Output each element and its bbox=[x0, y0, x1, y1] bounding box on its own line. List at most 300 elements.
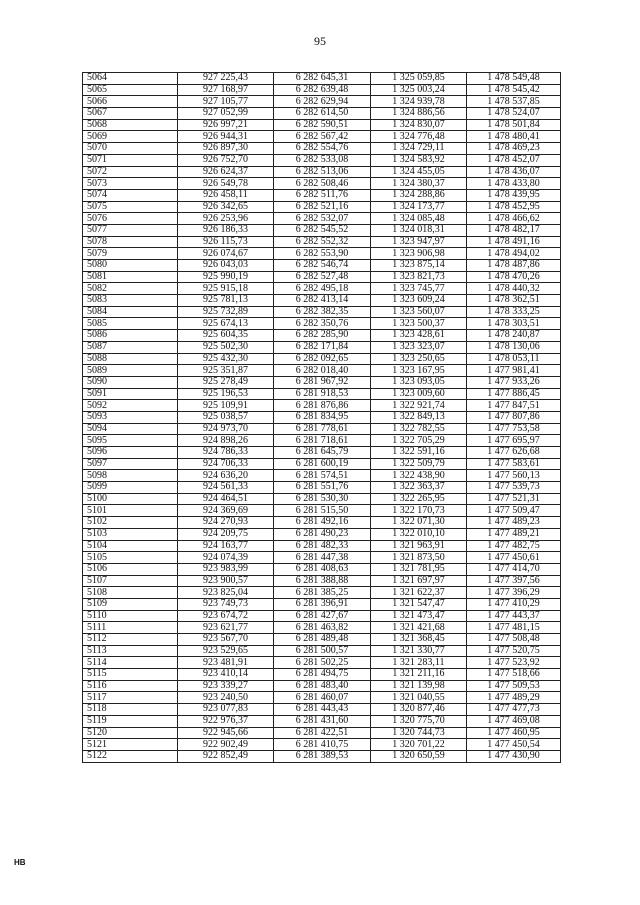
x2-coordinate-cell: 1 323 745,77 bbox=[371, 283, 467, 295]
point-number-cell: 5103 bbox=[83, 528, 178, 540]
point-number-cell: 5106 bbox=[83, 563, 178, 575]
x2-coordinate-cell: 1 323 609,24 bbox=[371, 295, 467, 307]
y2-coordinate-cell: 1 477 414,70 bbox=[467, 563, 561, 575]
table-row bbox=[83, 750, 561, 762]
x2-coordinate-cell: 1 324 729,11 bbox=[371, 143, 467, 155]
y2-coordinate-cell: 1 477 847,51 bbox=[467, 400, 561, 412]
point-number-cell: 5078 bbox=[83, 236, 178, 248]
table-row bbox=[83, 189, 561, 201]
x2-coordinate-cell: 1 324 018,31 bbox=[371, 224, 467, 236]
table-row bbox=[83, 435, 561, 447]
table-row bbox=[83, 248, 561, 260]
x2-coordinate-cell: 1 322 010,10 bbox=[371, 528, 467, 540]
x-coordinate-cell: 924 636,20 bbox=[178, 470, 274, 482]
point-number-cell: 5101 bbox=[83, 505, 178, 517]
point-number-cell: 5100 bbox=[83, 493, 178, 505]
table-row bbox=[83, 552, 561, 564]
y2-coordinate-cell: 1 478 549,48 bbox=[467, 73, 561, 85]
y-coordinate-cell: 6 282 639,48 bbox=[274, 84, 371, 96]
y-coordinate-cell: 6 281 408,63 bbox=[274, 563, 371, 575]
x2-coordinate-cell: 1 322 071,30 bbox=[371, 517, 467, 529]
table-row bbox=[83, 575, 561, 587]
y2-coordinate-cell: 1 477 807,86 bbox=[467, 411, 561, 423]
y-coordinate-cell: 6 281 834,95 bbox=[274, 411, 371, 423]
x2-coordinate-cell: 1 323 947,97 bbox=[371, 236, 467, 248]
y2-coordinate-cell: 1 478 436,07 bbox=[467, 166, 561, 178]
x2-coordinate-cell: 1 324 939,78 bbox=[371, 96, 467, 108]
point-number-cell: 5115 bbox=[83, 669, 178, 681]
x-coordinate-cell: 924 973,70 bbox=[178, 423, 274, 435]
x-coordinate-cell: 923 339,27 bbox=[178, 680, 274, 692]
y-coordinate-cell: 6 281 490,23 bbox=[274, 528, 371, 540]
table-row bbox=[83, 517, 561, 529]
y-coordinate-cell: 6 281 396,91 bbox=[274, 598, 371, 610]
point-number-cell: 5109 bbox=[83, 598, 178, 610]
y-coordinate-cell: 6 281 431,60 bbox=[274, 715, 371, 727]
table-row bbox=[83, 645, 561, 657]
coordinates-table bbox=[82, 72, 561, 763]
point-number-cell: 5097 bbox=[83, 458, 178, 470]
table-row bbox=[83, 96, 561, 108]
x2-coordinate-cell: 1 321 368,45 bbox=[371, 634, 467, 646]
y2-coordinate-cell: 1 477 583,61 bbox=[467, 458, 561, 470]
x-coordinate-cell: 924 898,26 bbox=[178, 435, 274, 447]
x2-coordinate-cell: 1 323 821,73 bbox=[371, 271, 467, 283]
y2-coordinate-cell: 1 477 509,47 bbox=[467, 505, 561, 517]
point-number-cell: 5082 bbox=[83, 283, 178, 295]
y-coordinate-cell: 6 282 285,90 bbox=[274, 330, 371, 342]
y-coordinate-cell: 6 281 551,76 bbox=[274, 482, 371, 494]
y-coordinate-cell: 6 281 574,51 bbox=[274, 470, 371, 482]
table-row bbox=[83, 505, 561, 517]
y2-coordinate-cell: 1 477 518,66 bbox=[467, 669, 561, 681]
table-row bbox=[83, 84, 561, 96]
x-coordinate-cell: 922 976,37 bbox=[178, 715, 274, 727]
point-number-cell: 5069 bbox=[83, 131, 178, 143]
y2-coordinate-cell: 1 478 439,95 bbox=[467, 189, 561, 201]
y-coordinate-cell: 6 281 410,75 bbox=[274, 739, 371, 751]
y-coordinate-cell: 6 282 511,76 bbox=[274, 189, 371, 201]
x2-coordinate-cell: 1 324 173,77 bbox=[371, 201, 467, 213]
x2-coordinate-cell: 1 325 059,85 bbox=[371, 73, 467, 85]
y2-coordinate-cell: 1 477 508,48 bbox=[467, 634, 561, 646]
point-number-cell: 5077 bbox=[83, 224, 178, 236]
x2-coordinate-cell: 1 325 003,24 bbox=[371, 84, 467, 96]
point-number-cell: 5088 bbox=[83, 353, 178, 365]
table-row bbox=[83, 119, 561, 131]
y2-coordinate-cell: 1 477 539,73 bbox=[467, 482, 561, 494]
x-coordinate-cell: 926 115,73 bbox=[178, 236, 274, 248]
x2-coordinate-cell: 1 324 455,05 bbox=[371, 166, 467, 178]
table-body bbox=[83, 73, 561, 763]
x-coordinate-cell: 923 983,99 bbox=[178, 563, 274, 575]
x-coordinate-cell: 924 163,77 bbox=[178, 540, 274, 552]
y2-coordinate-cell: 1 477 460,95 bbox=[467, 727, 561, 739]
point-number-cell: 5074 bbox=[83, 189, 178, 201]
y2-coordinate-cell: 1 477 450,61 bbox=[467, 552, 561, 564]
x-coordinate-cell: 922 902,49 bbox=[178, 739, 274, 751]
table-row bbox=[83, 283, 561, 295]
x-coordinate-cell: 925 732,89 bbox=[178, 306, 274, 318]
point-number-cell: 5114 bbox=[83, 657, 178, 669]
table-row bbox=[83, 108, 561, 120]
y2-coordinate-cell: 1 478 362,51 bbox=[467, 295, 561, 307]
point-number-cell: 5093 bbox=[83, 411, 178, 423]
x-coordinate-cell: 923 481,91 bbox=[178, 657, 274, 669]
table-row bbox=[83, 587, 561, 599]
y2-coordinate-cell: 1 478 545,42 bbox=[467, 84, 561, 96]
point-number-cell: 5121 bbox=[83, 739, 178, 751]
y2-coordinate-cell: 1 477 410,29 bbox=[467, 598, 561, 610]
y-coordinate-cell: 6 282 495,18 bbox=[274, 283, 371, 295]
point-number-cell: 5071 bbox=[83, 154, 178, 166]
point-number-cell: 5081 bbox=[83, 271, 178, 283]
y2-coordinate-cell: 1 477 886,45 bbox=[467, 388, 561, 400]
point-number-cell: 5083 bbox=[83, 295, 178, 307]
y2-coordinate-cell: 1 477 626,68 bbox=[467, 447, 561, 459]
y-coordinate-cell: 6 282 171,84 bbox=[274, 341, 371, 353]
x2-coordinate-cell: 1 322 438,90 bbox=[371, 470, 467, 482]
point-number-cell: 5090 bbox=[83, 376, 178, 388]
point-number-cell: 5105 bbox=[83, 552, 178, 564]
x2-coordinate-cell: 1 321 421,68 bbox=[371, 622, 467, 634]
table-row bbox=[83, 306, 561, 318]
point-number-cell: 5096 bbox=[83, 447, 178, 459]
y2-coordinate-cell: 1 478 469,23 bbox=[467, 143, 561, 155]
y2-coordinate-cell: 1 478 053,11 bbox=[467, 353, 561, 365]
point-number-cell: 5084 bbox=[83, 306, 178, 318]
x2-coordinate-cell: 1 324 583,92 bbox=[371, 154, 467, 166]
point-number-cell: 5120 bbox=[83, 727, 178, 739]
y-coordinate-cell: 6 281 389,53 bbox=[274, 750, 371, 762]
x2-coordinate-cell: 1 321 040,55 bbox=[371, 692, 467, 704]
y2-coordinate-cell: 1 477 469,08 bbox=[467, 715, 561, 727]
y2-coordinate-cell: 1 478 452,07 bbox=[467, 154, 561, 166]
y2-coordinate-cell: 1 477 489,21 bbox=[467, 528, 561, 540]
x-coordinate-cell: 923 567,70 bbox=[178, 634, 274, 646]
table-row bbox=[83, 73, 561, 85]
table-row bbox=[83, 634, 561, 646]
y-coordinate-cell: 6 281 443,43 bbox=[274, 704, 371, 716]
table-row bbox=[83, 330, 561, 342]
y-coordinate-cell: 6 281 460,07 bbox=[274, 692, 371, 704]
y-coordinate-cell: 6 282 645,31 bbox=[274, 73, 371, 85]
x-coordinate-cell: 922 852,49 bbox=[178, 750, 274, 762]
table-row bbox=[83, 341, 561, 353]
x2-coordinate-cell: 1 320 650,59 bbox=[371, 750, 467, 762]
x2-coordinate-cell: 1 320 701,22 bbox=[371, 739, 467, 751]
table-row bbox=[83, 540, 561, 552]
y-coordinate-cell: 6 282 614,50 bbox=[274, 108, 371, 120]
point-number-cell: 5065 bbox=[83, 84, 178, 96]
y2-coordinate-cell: 1 477 520,75 bbox=[467, 645, 561, 657]
y2-coordinate-cell: 1 477 489,29 bbox=[467, 692, 561, 704]
point-number-cell: 5112 bbox=[83, 634, 178, 646]
y-coordinate-cell: 6 282 350,76 bbox=[274, 318, 371, 330]
y2-coordinate-cell: 1 477 523,92 bbox=[467, 657, 561, 669]
x2-coordinate-cell: 1 321 547,47 bbox=[371, 598, 467, 610]
x-coordinate-cell: 925 674,13 bbox=[178, 318, 274, 330]
table-row bbox=[83, 376, 561, 388]
y-coordinate-cell: 6 281 718,61 bbox=[274, 435, 371, 447]
x2-coordinate-cell: 1 322 509,79 bbox=[371, 458, 467, 470]
y2-coordinate-cell: 1 478 240,87 bbox=[467, 330, 561, 342]
x-coordinate-cell: 925 990,19 bbox=[178, 271, 274, 283]
y2-coordinate-cell: 1 478 452,95 bbox=[467, 201, 561, 213]
table-row bbox=[83, 458, 561, 470]
x-coordinate-cell: 925 351,87 bbox=[178, 365, 274, 377]
y-coordinate-cell: 6 282 508,46 bbox=[274, 178, 371, 190]
x2-coordinate-cell: 1 323 428,61 bbox=[371, 330, 467, 342]
table-row bbox=[83, 622, 561, 634]
y2-coordinate-cell: 1 477 560,13 bbox=[467, 470, 561, 482]
point-number-cell: 5085 bbox=[83, 318, 178, 330]
y-coordinate-cell: 6 282 382,35 bbox=[274, 306, 371, 318]
y-coordinate-cell: 6 282 018,40 bbox=[274, 365, 371, 377]
table-row bbox=[83, 598, 561, 610]
table-row bbox=[83, 201, 561, 213]
y-coordinate-cell: 6 281 427,67 bbox=[274, 610, 371, 622]
x2-coordinate-cell: 1 324 085,48 bbox=[371, 213, 467, 225]
x-coordinate-cell: 925 196,53 bbox=[178, 388, 274, 400]
x-coordinate-cell: 925 604,35 bbox=[178, 330, 274, 342]
x-coordinate-cell: 926 342,65 bbox=[178, 201, 274, 213]
y-coordinate-cell: 6 281 530,30 bbox=[274, 493, 371, 505]
x-coordinate-cell: 923 674,72 bbox=[178, 610, 274, 622]
x2-coordinate-cell: 1 322 363,37 bbox=[371, 482, 467, 494]
point-number-cell: 5094 bbox=[83, 423, 178, 435]
y-coordinate-cell: 6 281 385,25 bbox=[274, 587, 371, 599]
point-number-cell: 5068 bbox=[83, 119, 178, 131]
x2-coordinate-cell: 1 324 776,48 bbox=[371, 131, 467, 143]
x-coordinate-cell: 923 240,50 bbox=[178, 692, 274, 704]
point-number-cell: 5118 bbox=[83, 704, 178, 716]
table-row bbox=[83, 178, 561, 190]
point-number-cell: 5087 bbox=[83, 341, 178, 353]
y2-coordinate-cell: 1 477 509,53 bbox=[467, 680, 561, 692]
x2-coordinate-cell: 1 321 283,11 bbox=[371, 657, 467, 669]
table-row bbox=[83, 563, 561, 575]
y2-coordinate-cell: 1 478 440,32 bbox=[467, 283, 561, 295]
table-row bbox=[83, 224, 561, 236]
x2-coordinate-cell: 1 321 697,97 bbox=[371, 575, 467, 587]
point-number-cell: 5066 bbox=[83, 96, 178, 108]
point-number-cell: 5075 bbox=[83, 201, 178, 213]
y-coordinate-cell: 6 281 489,48 bbox=[274, 634, 371, 646]
table-row bbox=[83, 669, 561, 681]
footer-mark: HB bbox=[14, 858, 26, 867]
x-coordinate-cell: 926 074,67 bbox=[178, 248, 274, 260]
x2-coordinate-cell: 1 322 265,95 bbox=[371, 493, 467, 505]
table-row bbox=[83, 447, 561, 459]
x-coordinate-cell: 922 945,66 bbox=[178, 727, 274, 739]
y2-coordinate-cell: 1 478 303,51 bbox=[467, 318, 561, 330]
point-number-cell: 5099 bbox=[83, 482, 178, 494]
x2-coordinate-cell: 1 324 380,37 bbox=[371, 178, 467, 190]
x-coordinate-cell: 923 825,04 bbox=[178, 587, 274, 599]
y2-coordinate-cell: 1 477 397,56 bbox=[467, 575, 561, 587]
y2-coordinate-cell: 1 478 537,85 bbox=[467, 96, 561, 108]
y-coordinate-cell: 6 281 778,61 bbox=[274, 423, 371, 435]
y-coordinate-cell: 6 282 629,94 bbox=[274, 96, 371, 108]
y-coordinate-cell: 6 281 645,79 bbox=[274, 447, 371, 459]
x2-coordinate-cell: 1 322 921,74 bbox=[371, 400, 467, 412]
point-number-cell: 5067 bbox=[83, 108, 178, 120]
table-row bbox=[83, 482, 561, 494]
x-coordinate-cell: 927 052,99 bbox=[178, 108, 274, 120]
x2-coordinate-cell: 1 324 886,56 bbox=[371, 108, 467, 120]
table-row bbox=[83, 680, 561, 692]
y2-coordinate-cell: 1 478 491,16 bbox=[467, 236, 561, 248]
x2-coordinate-cell: 1 322 705,29 bbox=[371, 435, 467, 447]
y2-coordinate-cell: 1 478 501,84 bbox=[467, 119, 561, 131]
y2-coordinate-cell: 1 477 430,90 bbox=[467, 750, 561, 762]
y-coordinate-cell: 6 282 513,06 bbox=[274, 166, 371, 178]
y2-coordinate-cell: 1 477 933,26 bbox=[467, 376, 561, 388]
y-coordinate-cell: 6 282 567,42 bbox=[274, 131, 371, 143]
x2-coordinate-cell: 1 320 744,73 bbox=[371, 727, 467, 739]
x2-coordinate-cell: 1 323 323,07 bbox=[371, 341, 467, 353]
table-row bbox=[83, 388, 561, 400]
y-coordinate-cell: 6 282 413,14 bbox=[274, 295, 371, 307]
point-number-cell: 5086 bbox=[83, 330, 178, 342]
x-coordinate-cell: 925 502,30 bbox=[178, 341, 274, 353]
y-coordinate-cell: 6 281 515,50 bbox=[274, 505, 371, 517]
y2-coordinate-cell: 1 478 466,62 bbox=[467, 213, 561, 225]
x2-coordinate-cell: 1 321 963,91 bbox=[371, 540, 467, 552]
y2-coordinate-cell: 1 478 487,86 bbox=[467, 260, 561, 272]
table-row bbox=[83, 411, 561, 423]
x-coordinate-cell: 923 529,65 bbox=[178, 645, 274, 657]
y-coordinate-cell: 6 281 967,92 bbox=[274, 376, 371, 388]
y2-coordinate-cell: 1 477 489,23 bbox=[467, 517, 561, 529]
table-row bbox=[83, 166, 561, 178]
point-number-cell: 5072 bbox=[83, 166, 178, 178]
point-number-cell: 5073 bbox=[83, 178, 178, 190]
point-number-cell: 5113 bbox=[83, 645, 178, 657]
table-row bbox=[83, 271, 561, 283]
table-row bbox=[83, 528, 561, 540]
table-row bbox=[83, 131, 561, 143]
x2-coordinate-cell: 1 321 781,95 bbox=[371, 563, 467, 575]
y-coordinate-cell: 6 281 422,51 bbox=[274, 727, 371, 739]
x-coordinate-cell: 926 043,03 bbox=[178, 260, 274, 272]
x2-coordinate-cell: 1 323 875,14 bbox=[371, 260, 467, 272]
y-coordinate-cell: 6 282 552,32 bbox=[274, 236, 371, 248]
x-coordinate-cell: 923 900,57 bbox=[178, 575, 274, 587]
point-number-cell: 5107 bbox=[83, 575, 178, 587]
y-coordinate-cell: 6 282 590,51 bbox=[274, 119, 371, 131]
point-number-cell: 5104 bbox=[83, 540, 178, 552]
y-coordinate-cell: 6 282 553,90 bbox=[274, 248, 371, 260]
table-row bbox=[83, 353, 561, 365]
x-coordinate-cell: 925 038,57 bbox=[178, 411, 274, 423]
y-coordinate-cell: 6 281 876,86 bbox=[274, 400, 371, 412]
table-row bbox=[83, 715, 561, 727]
table-row bbox=[83, 213, 561, 225]
y2-coordinate-cell: 1 477 981,41 bbox=[467, 365, 561, 377]
x-coordinate-cell: 924 706,33 bbox=[178, 458, 274, 470]
x-coordinate-cell: 926 186,33 bbox=[178, 224, 274, 236]
point-number-cell: 5064 bbox=[83, 73, 178, 85]
x2-coordinate-cell: 1 323 560,07 bbox=[371, 306, 467, 318]
y2-coordinate-cell: 1 477 753,58 bbox=[467, 423, 561, 435]
table-row bbox=[83, 260, 561, 272]
x-coordinate-cell: 925 432,30 bbox=[178, 353, 274, 365]
x-coordinate-cell: 925 781,13 bbox=[178, 295, 274, 307]
x2-coordinate-cell: 1 324 830,07 bbox=[371, 119, 467, 131]
y2-coordinate-cell: 1 478 480,41 bbox=[467, 131, 561, 143]
x-coordinate-cell: 926 624,37 bbox=[178, 166, 274, 178]
point-number-cell: 5076 bbox=[83, 213, 178, 225]
y-coordinate-cell: 6 282 546,74 bbox=[274, 260, 371, 272]
y-coordinate-cell: 6 282 533,08 bbox=[274, 154, 371, 166]
x2-coordinate-cell: 1 320 775,70 bbox=[371, 715, 467, 727]
x-coordinate-cell: 924 270,93 bbox=[178, 517, 274, 529]
y-coordinate-cell: 6 282 527,48 bbox=[274, 271, 371, 283]
table-row bbox=[83, 400, 561, 412]
point-number-cell: 5122 bbox=[83, 750, 178, 762]
y-coordinate-cell: 6 281 463,82 bbox=[274, 622, 371, 634]
y2-coordinate-cell: 1 478 333,25 bbox=[467, 306, 561, 318]
point-number-cell: 5111 bbox=[83, 622, 178, 634]
x2-coordinate-cell: 1 323 167,95 bbox=[371, 365, 467, 377]
y2-coordinate-cell: 1 477 521,31 bbox=[467, 493, 561, 505]
x-coordinate-cell: 923 621,77 bbox=[178, 622, 274, 634]
y-coordinate-cell: 6 281 502,25 bbox=[274, 657, 371, 669]
y-coordinate-cell: 6 281 918,53 bbox=[274, 388, 371, 400]
table-row bbox=[83, 423, 561, 435]
table-row bbox=[83, 295, 561, 307]
table-row bbox=[83, 236, 561, 248]
table-row bbox=[83, 318, 561, 330]
y2-coordinate-cell: 1 478 433,80 bbox=[467, 178, 561, 190]
y2-coordinate-cell: 1 477 396,29 bbox=[467, 587, 561, 599]
point-number-cell: 5102 bbox=[83, 517, 178, 529]
table-row bbox=[83, 470, 561, 482]
point-number-cell: 5117 bbox=[83, 692, 178, 704]
x-coordinate-cell: 924 464,51 bbox=[178, 493, 274, 505]
x2-coordinate-cell: 1 323 093,05 bbox=[371, 376, 467, 388]
y-coordinate-cell: 6 281 492,16 bbox=[274, 517, 371, 529]
y-coordinate-cell: 6 281 483,40 bbox=[274, 680, 371, 692]
x-coordinate-cell: 924 074,39 bbox=[178, 552, 274, 564]
x-coordinate-cell: 923 077,83 bbox=[178, 704, 274, 716]
y2-coordinate-cell: 1 478 130,06 bbox=[467, 341, 561, 353]
x2-coordinate-cell: 1 320 877,46 bbox=[371, 704, 467, 716]
y-coordinate-cell: 6 281 600,19 bbox=[274, 458, 371, 470]
x2-coordinate-cell: 1 323 500,37 bbox=[371, 318, 467, 330]
point-number-cell: 5116 bbox=[83, 680, 178, 692]
table-row bbox=[83, 493, 561, 505]
point-number-cell: 5070 bbox=[83, 143, 178, 155]
x-coordinate-cell: 926 944,31 bbox=[178, 131, 274, 143]
x-coordinate-cell: 926 458,11 bbox=[178, 189, 274, 201]
y2-coordinate-cell: 1 478 482,17 bbox=[467, 224, 561, 236]
y2-coordinate-cell: 1 477 482,75 bbox=[467, 540, 561, 552]
table-row bbox=[83, 610, 561, 622]
x-coordinate-cell: 924 369,69 bbox=[178, 505, 274, 517]
point-number-cell: 5110 bbox=[83, 610, 178, 622]
x-coordinate-cell: 924 786,33 bbox=[178, 447, 274, 459]
y-coordinate-cell: 6 282 521,16 bbox=[274, 201, 371, 213]
point-number-cell: 5108 bbox=[83, 587, 178, 599]
x-coordinate-cell: 927 105,77 bbox=[178, 96, 274, 108]
point-number-cell: 5079 bbox=[83, 248, 178, 260]
point-number-cell: 5095 bbox=[83, 435, 178, 447]
x2-coordinate-cell: 1 321 211,16 bbox=[371, 669, 467, 681]
x2-coordinate-cell: 1 322 591,16 bbox=[371, 447, 467, 459]
